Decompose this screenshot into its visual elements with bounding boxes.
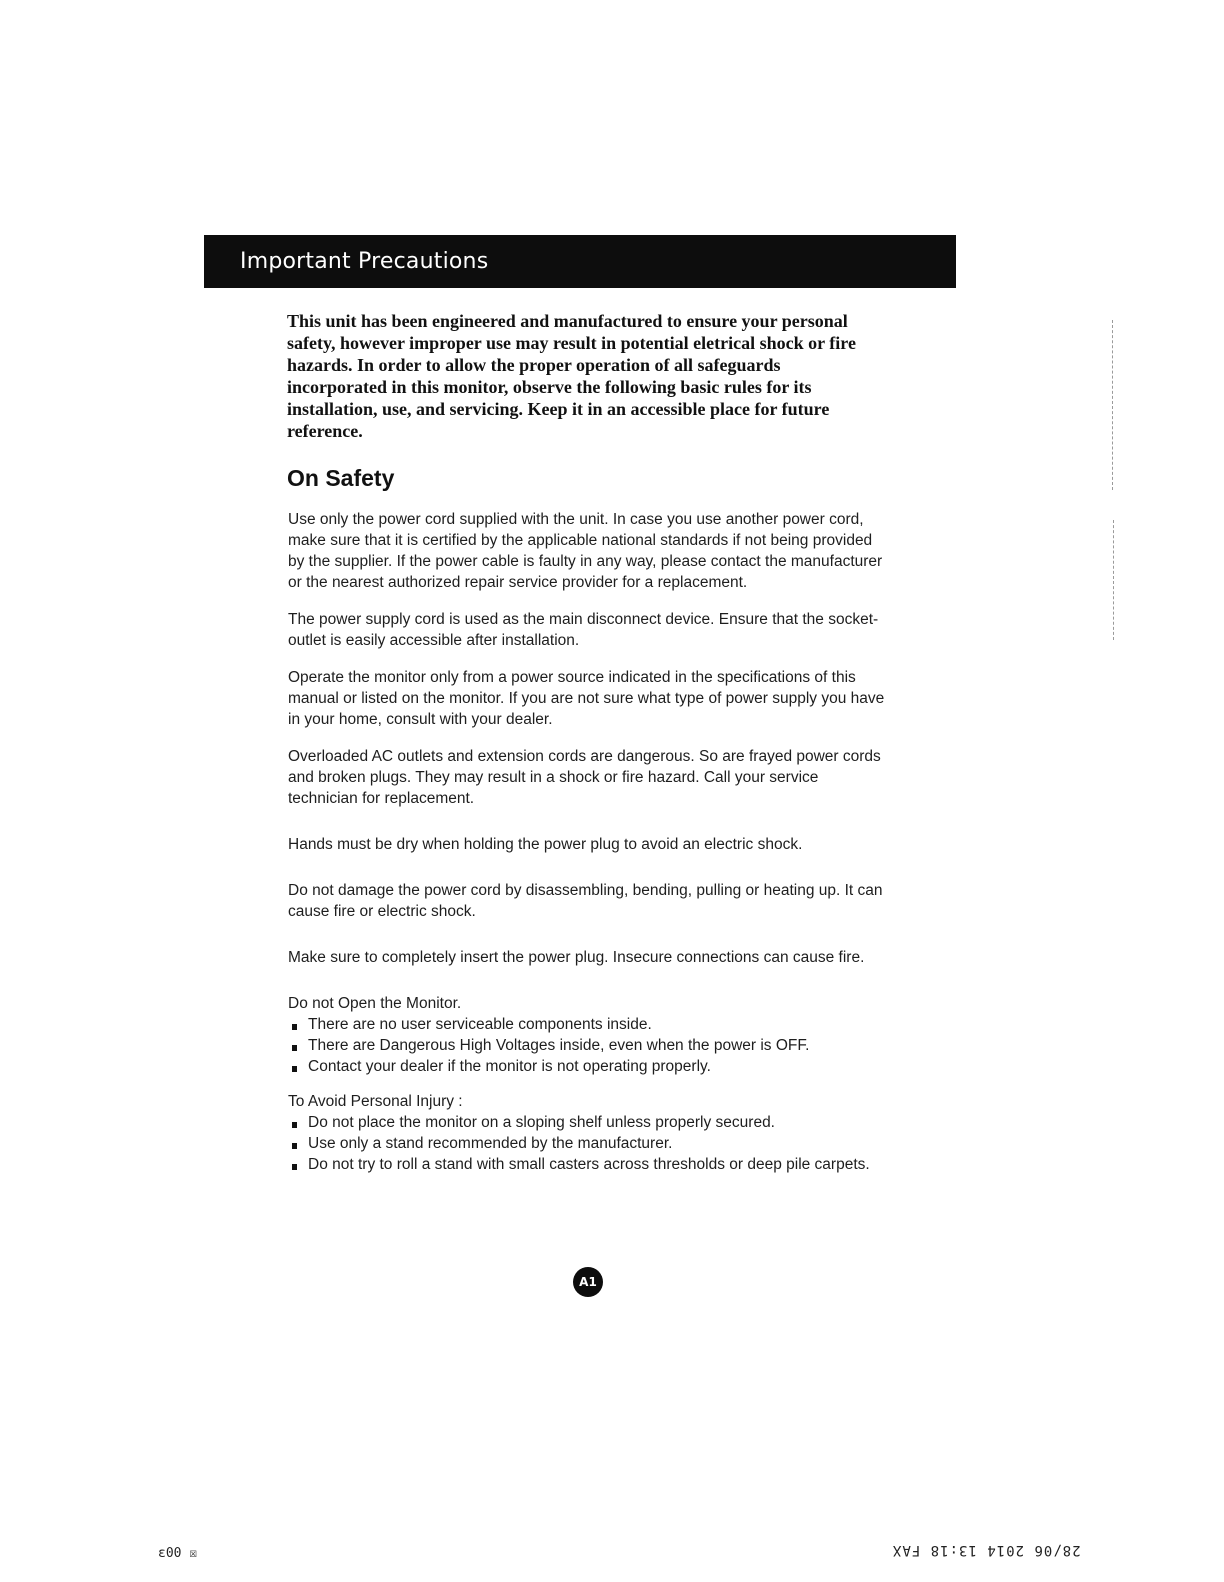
scan-edge-mark (1112, 320, 1113, 490)
scan-edge-mark (1113, 520, 1114, 640)
list-title: Do not Open the Monitor. (288, 995, 462, 1012)
paragraph: Make sure to completely insert the power plug. Insecure connections can cause fire. (288, 949, 865, 966)
list-title: To Avoid Personal Injury : (288, 1093, 463, 1110)
section-title-bar (204, 235, 956, 288)
fax-footer-right: 28/06 2014 13:18 FAX (892, 1542, 1081, 1558)
paragraph: Operate the monitor only from a power source indicated in the specifications of this manual or listed on the monitor. If you are not sure what type of power supply you have in your home, consult with your dealer. (288, 669, 885, 728)
paragraph: Overloaded AC outlets and extension cords are dangerous. So are frayed power cords and broken plugs. They may result in a shock or fire hazard. Call your service technician for replacement. (288, 748, 881, 807)
list-item: There are Dangerous High Voltages inside, even when the power is OFF. (288, 1035, 888, 1056)
fax-footer-left: ε00 ☒ (158, 1546, 198, 1561)
do-not-open-list (288, 993, 888, 1077)
list-item: Do not try to roll a stand with small casters across thresholds or deep pile carpets. (288, 1154, 888, 1175)
avoid-injury-list (288, 1091, 888, 1175)
paragraph: The power supply cord is used as the main disconnect device. Ensure that the socket-outlet is easily accessible after installation. (288, 611, 879, 649)
list-item: There are no user serviceable components inside. (288, 1014, 888, 1035)
section-heading: On Safety (287, 465, 395, 491)
safety-content (288, 509, 888, 1189)
list-item: Contact your dealer if the monitor is not operating properly. (288, 1056, 888, 1077)
paragraph: Do not damage the power cord by disassembling, bending, pulling or heating up. It can cause fire or electric shock. (288, 882, 883, 920)
paragraph: Use only the power cord supplied with the unit. In case you use another power cord, make sure that it is certified by the applicable national standards if not being provided by the supplier. If the power cable is faulty in any way, please contact the manufacturer or the nearest authorized repair service provider for a replacement. (288, 511, 883, 591)
list-item: Do not place the monitor on a sloping shelf unless properly secured. (288, 1112, 888, 1133)
paragraph: Hands must be dry when holding the power plug to avoid an electric shock. (288, 836, 803, 853)
page-number-badge: A1 (573, 1267, 603, 1297)
intro-text: This unit has been engineered and manufactured to ensure your personal safety, however improper use may result in potential eletrical shock or fire hazards. In order to allow the proper operation of all safeguards incorporated in this monitor, observe the following basic rules for its installation, use, and servicing. Keep it in an accessible place for future reference. (287, 311, 856, 441)
page-title: Important Precautions (240, 249, 489, 274)
list-item: Use only a stand recommended by the manufacturer. (288, 1133, 888, 1154)
